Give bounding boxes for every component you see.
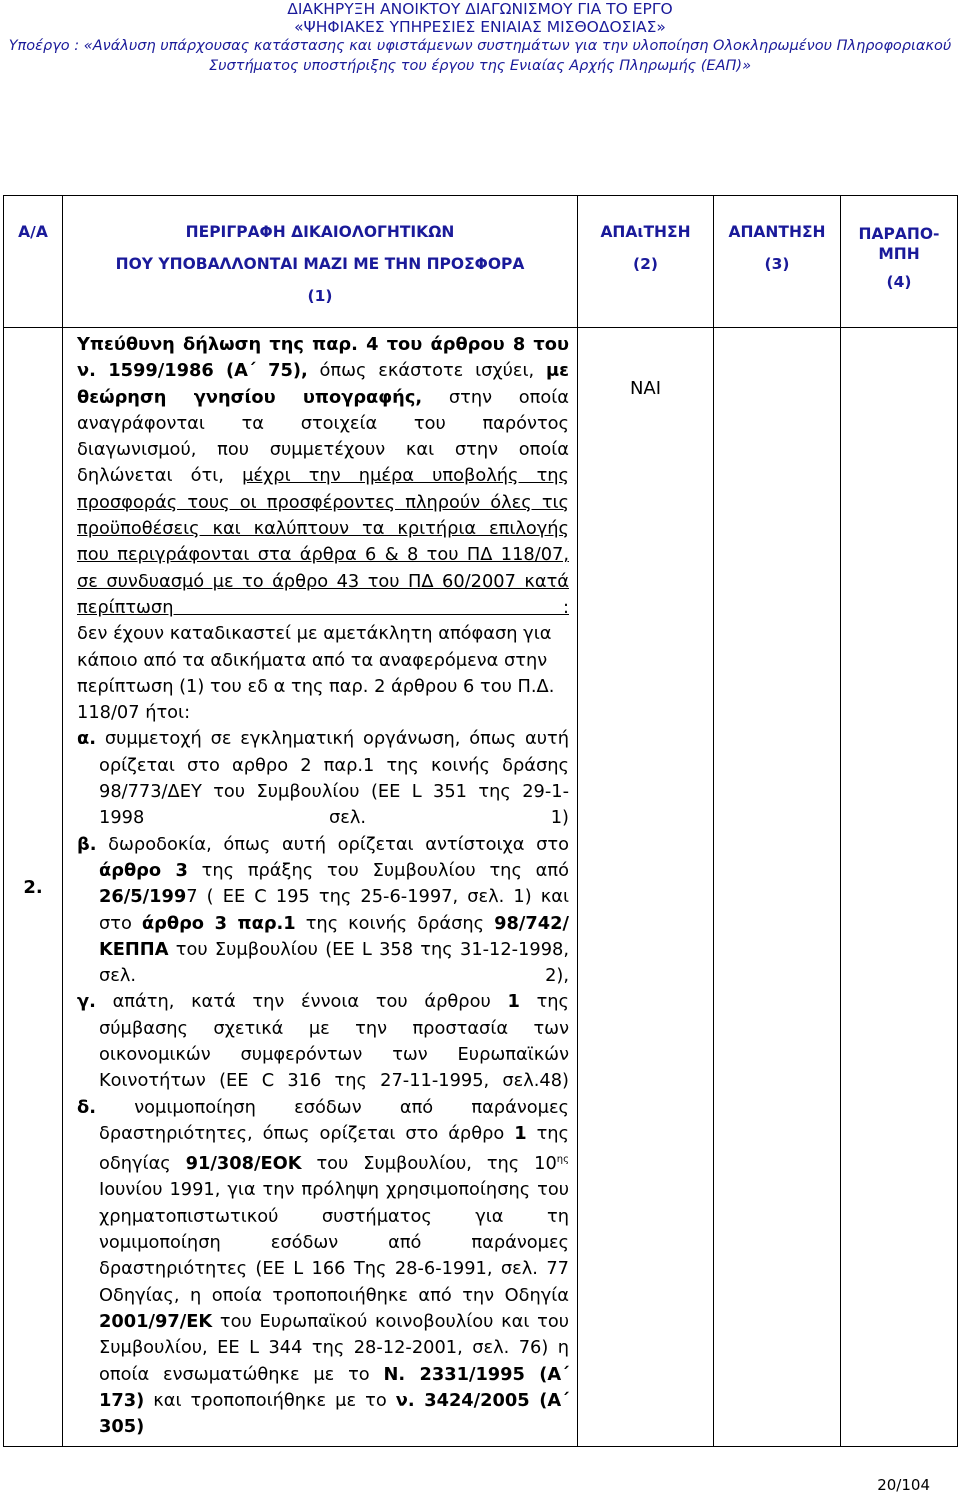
col-header-aa: Α/Α (4, 196, 63, 328)
intro-text-2: στην οποία αναγράφονται τα στοιχεία του παρόντος διαγωνισμού, που συμμετέχουν και στην οποία δηλώνεται ότι, (77, 386, 569, 487)
item-c-text-1: απάτη, κατά την έννοια του άρθρου (95, 991, 508, 1013)
intro-text-1: όπως εκάστοτε ισχύει, (307, 360, 547, 382)
col-header-requirement (578, 196, 714, 328)
item-b-bold-4: 98/742/ΚΕΠΠΑ (99, 912, 569, 960)
table-header-row (4, 196, 958, 328)
requirements-table (3, 195, 958, 1447)
item-d-bold-2: 91/308/ΕΟΚ (185, 1153, 302, 1175)
col-header-answer-line1: ΑΠΑΝΤΗΣΗ (728, 223, 826, 241)
intro-bold-2: με θεώρηση γνησίου υπογραφής, (77, 360, 569, 408)
item-d-text-2: της οδηγίας (99, 1122, 569, 1175)
table-row (4, 328, 958, 1447)
item-b-text-3: 7 ( ΕΕ C 195 της 25-6-1997, σελ. 1) και στο (99, 886, 569, 934)
item-b-text-2: της πράξης του Συμβουλίου της από (187, 859, 569, 881)
item-d-text-3: του Συμβουλίου, της 10 (301, 1153, 557, 1175)
item-d-bold-5: ν. 3424/2005 (Α΄ 305) (99, 1389, 569, 1438)
item-a-text: συμμετοχή σε εγκληματική οργάνωση, όπως αυτή ορίζεται στο αρθρο 2 παρ.1 της κοινής δράσης 98/773/ΔΕΥ του Συμβουλίου (ΕΕ L 351 της 29-1-1998 σελ. 1) (95, 728, 569, 829)
doc-header-subproject-cont: Συστήματος υποστήριξης του έργου της Ενιαίας Αρχής Πληρωμής (ΕΑΠ)» (208, 58, 752, 74)
item-b-text-4: της κοινής δράσης (295, 912, 495, 934)
item-d-text-1: νομιμοποίηση εσόδων από παράνομες δραστηριότητες, όπως ορίζεται στο άρθρο (95, 1096, 569, 1144)
col-header-description (63, 196, 578, 328)
intro-bold: Υπεύθυνη δήλωση της παρ. 4 του άρθρου 8 του ν. 1599/1986 (Α΄ 75), (77, 334, 569, 382)
item-c-text-2: της σύμβασης σχετικά με την προστασία των οικονομικών συμφερόντων των Ευρωπαϊκών Κοινοτήτων (ΕΕ C 316 της 27-11-1995, σελ.48) (99, 991, 569, 1092)
col-header-description-line1: ΠΕΡΙΓΡΑΦΗ ΔΙΚΑΙΟΛΟΓΗΤΙΚΩΝ (185, 223, 455, 241)
item-b-label: β. (77, 833, 97, 855)
item-b-text-5: του Συμβουλίου (ΕΕ L 358 της 31-12-1998, σελ. 2), (99, 938, 569, 987)
col-header-requirement-line2: (2) (633, 255, 658, 273)
col-header-description-line2: ΠΟΥ ΥΠΟΒΑΛΛΟΝΤΑΙ ΜΑΖΙ ΜΕ ΤΗΝ ΠΡΟΣΦΟΡΑ (115, 255, 525, 273)
col-header-reference-line1: ΠΑΡΑΠΟ- (858, 225, 940, 243)
item-d-label: δ. (77, 1096, 96, 1118)
item-d-sup: ης (556, 1154, 569, 1166)
item-c-label: γ. (77, 991, 96, 1013)
item-a-label: α. (77, 728, 96, 750)
intro-text-3: δεν έχουν καταδικαστεί με αμετάκλητη απόφαση για κάποιο από τα αδικήματα από τα αναφερόμενα στην περίπτωση (1) του εδ α της παρ. 2 άρθρου 6 του Π.Δ. 118/07 ήτοι: (77, 623, 555, 724)
intro-underlined: μέχρι την ημέρα υποβολής της προσφοράς τους οι προσφέροντες πληρούν όλες τις προϋποθέσεις και καλύπτουν τα κριτήρια επιλογής που περιγράφονται στα άρθρα 6 & 8 του ΠΔ 118/07, σε συνδυασμό με το άρθρο 43 του ΠΔ 60/2007 κατά περίπτωση : (77, 465, 569, 618)
item-b-text-1: δωροδοκία, όπως αυτή ορίζεται αντίστοιχα στο (96, 833, 569, 855)
item-d-bold-3: 2001/97/ΕΚ (99, 1310, 213, 1332)
row-description (63, 328, 578, 1447)
item-d-text-5: του Ευρωπαϊκού κοινοβουλίου και του Συμβουλίου, ΕΕ L 344 της 28-12-2001, σελ. 76) η οποία ενσωματώθηκε με το (99, 1310, 569, 1385)
item-d-text-6: και τροποποιήθηκε με το (144, 1389, 396, 1411)
row-answer (714, 328, 841, 1447)
item-b-bold-1: άρθρο 3 (99, 859, 188, 881)
col-header-reference (841, 196, 958, 328)
row-reference (841, 328, 958, 1447)
doc-header-subproject: Υποέργο : «Ανάλυση υπάρχουσας κατάστασης και υφιστάμενων συστημάτων για την υλοποίηση Ολοκληρωμένου Πληροφοριακού (8, 38, 952, 54)
page-number: 20/104 (877, 1476, 930, 1494)
row-number: 2. (4, 328, 63, 1447)
col-header-answer-line2: (3) (764, 255, 790, 273)
col-header-requirement-line1: ΑΠΑιΤΗΣΗ (600, 223, 691, 241)
item-d-bold-1: 1 (514, 1122, 527, 1144)
item-d-bold-4: Ν. 2331/1995 (Α΄ 173) (99, 1363, 570, 1411)
col-header-reference-line3: (4) (886, 273, 912, 291)
item-b-bold-3: άρθρο 3 παρ.1 (141, 912, 296, 934)
doc-header-project: «ΨΗΦΙΑΚΕΣ ΥΠΗΡΕΣΙΕΣ ΕΝΙΑΙΑΣ ΜΙΣΘΟΔΟΣΙΑΣ» (294, 18, 666, 36)
item-d-text-4: Ιουνίου 1991, για την πρόληψη χρησιμοποίησης του χρηματοπιστωτικού συστήματος για τη νομιμοποίηση εσόδων από παράνομες δραστηριότητες (ΕΕ L 166 Της 28-6-1991, σελ. 77 Οδηγίας, η οποία τροποποιήθηκε από την Οδηγία (99, 1179, 569, 1306)
item-c-bold-1: 1 (507, 991, 520, 1013)
item-b-bold-2: 26/5/199 (99, 886, 187, 908)
col-header-description-line3: (1) (307, 287, 333, 305)
col-header-reference-line2: ΜΠΗ (878, 245, 920, 263)
row-requirement: ΝΑΙ (578, 328, 714, 1447)
doc-header-title: ΔΙΑΚΗΡΥΞΗ ΑΝΟΙΚΤΟΥ ΔΙΑΓΩΝΙΣΜΟΥ ΓΙΑ ΤΟ ΕΡΓΟ (287, 0, 673, 18)
col-header-answer (714, 196, 841, 328)
